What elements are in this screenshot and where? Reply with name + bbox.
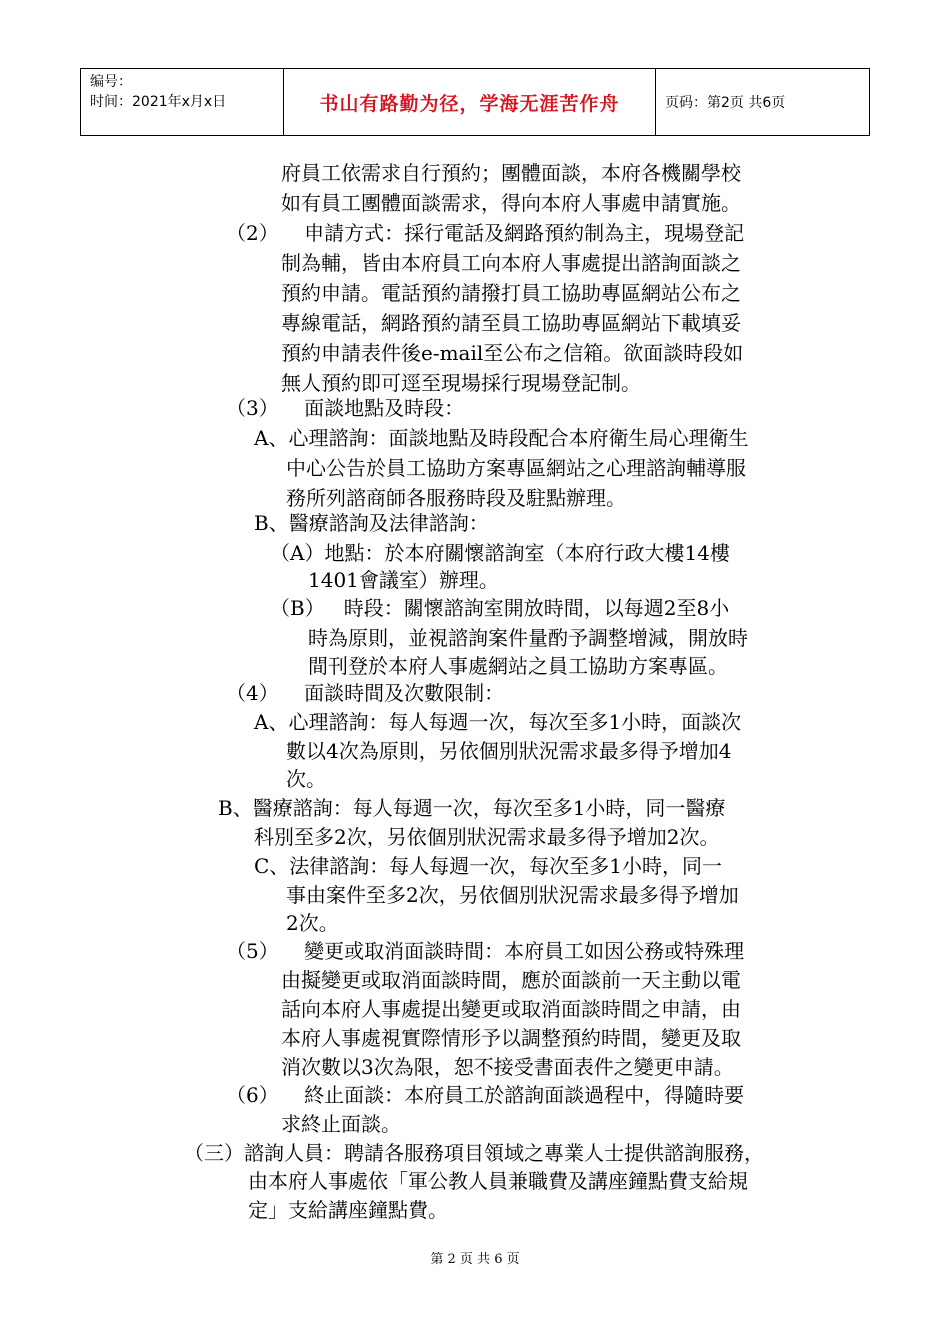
page-header-table [80,68,870,136]
text-line: 求終止面談。 [281,1112,401,1136]
text-line: 制為輔，皆由本府員工向本府人事處提出諮詢面談之 [281,251,741,275]
text-line: 話向本府人事處提出變更或取消面談時間之申請，由 [281,997,741,1021]
text-line: A、心理諮詢：每人每週一次，每次至多1小時，面談次 [254,710,742,734]
text-line: 預約申請。電話預約請撥打員工協助專區網站公布之 [281,281,741,305]
text-line: 無人預約即可逕至現場採行現場登記制。 [281,371,641,395]
text-line: 1401會議室）辦理。 [308,568,499,592]
text-line: 由擬變更或取消面談時間，應於面談前一天主動以電 [281,968,741,992]
text-line: C、法律諮詢：每人每週一次，每次至多1小時，同一 [254,854,723,878]
text-line: （4） 面談時間及次數限制： [226,681,505,705]
text-line: A、心理諮詢：面談地點及時段配合本府衛生局心理衛生 [254,426,749,450]
text-line: （B） 時段：關懷諮詢室開放時間，以每週2至8小 [270,596,730,620]
text-line: B、醫療諮詢及法律諮詢： [254,511,489,535]
text-line: （5） 變更或取消面談時間：本府員工如因公務或特殊理 [226,939,745,963]
text-line: 時為原則，並視諮詢案件量酌予調整增減，開放時 [308,626,748,650]
header-motto: 书山有路勤为径，学海无涯苦作舟 [284,69,656,135]
text-line: 如有員工團體面談需求，得向本府人事處申請實施。 [281,191,741,215]
text-line: （2） 申請方式：採行電話及網路預約制為主，現場登記 [226,221,745,245]
text-line: B、醫療諮詢：每人每週一次，每次至多1小時，同一醫療 [218,796,726,820]
text-line: 消次數以3次為限，恕不接受書面表件之變更申請。 [281,1055,734,1079]
text-line: （6） 終止面談：本府員工於諮詢面談過程中，得隨時要 [226,1083,745,1107]
text-line: 本府人事處視實際情形予以調整預約時間，變更及取 [281,1026,741,1050]
text-line: 務所列諮商師各服務時段及駐點辦理。 [286,486,626,510]
document-time-label: 时间：2021年x月x日 [90,94,227,110]
text-line: 間刊登於本府人事處網站之員工協助方案專區。 [308,654,728,678]
text-line: 數以4次為原則，另依個別狀況需求最多得予增加4 [286,739,732,763]
document-number-label: 编号： [90,74,132,90]
text-line: 專線電話，網路預約請至員工協助專區網站下載填妥 [281,311,741,335]
header-meta-cell [81,69,284,135]
text-line: 次。 [286,767,326,791]
text-line: 府員工依需求自行預約；團體面談，本府各機關學校 [281,161,741,185]
text-line: 由本府人事處依「軍公教人員兼職費及講座鐘點費支給規 [248,1169,748,1193]
text-line: （3） 面談地點及時段： [226,396,465,420]
text-line: （A）地點：於本府關懷諮詢室（本府行政大樓14樓 [270,541,730,565]
text-line: 2次。 [286,911,339,935]
text-line: （三）諮詢人員：聘請各服務項目領域之專業人士提供諮詢服務， [184,1141,764,1165]
page-footer: 第 2 页 共 6 页 [430,1252,520,1267]
text-line: 事由案件至多2次，另依個別狀況需求最多得予增加 [286,883,739,907]
text-line: 科別至多2次，另依個別狀況需求最多得予增加2次。 [254,825,720,849]
text-line: 中心公告於員工協助方案專區網站之心理諮詢輔導服 [286,456,746,480]
header-page-info: 页码：第2页 共6页 [665,95,786,111]
text-line: 預約申請表件後e-mail至公布之信箱。欲面談時段如 [281,341,744,365]
text-line: 定」支給講座鐘點費。 [248,1198,448,1222]
